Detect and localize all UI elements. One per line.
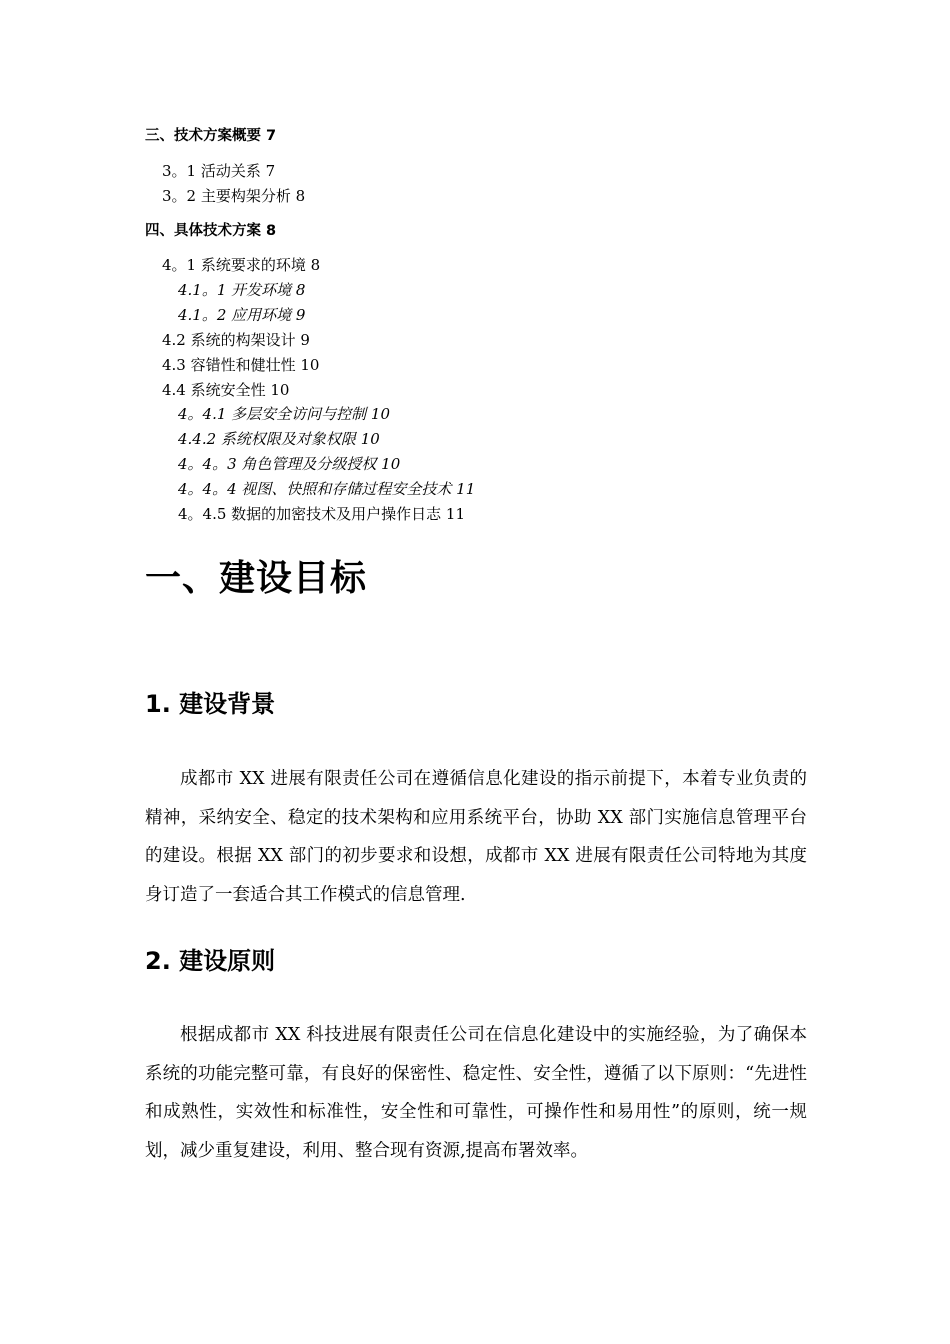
toc-entry-4-3[interactable]: 4.3 容错性和健壮性 10 bbox=[162, 356, 320, 374]
toc-entry-4-4-1[interactable]: 4。4.1 多层安全访问与控制 10 bbox=[178, 405, 391, 423]
toc-entry-4-2[interactable]: 4.2 系统的构架设计 9 bbox=[162, 331, 310, 349]
toc-entry-chapter-3[interactable]: 三、技术方案概要 7 bbox=[145, 128, 277, 144]
toc-entry-4-4-3[interactable]: 4。4。3 角色管理及分级授权 10 bbox=[178, 455, 401, 473]
toc-entry-4-1[interactable]: 4。1 系统要求的环境 8 bbox=[162, 256, 321, 274]
toc-entry-4-1-2[interactable]: 4.1。2 应用环境 9 bbox=[178, 306, 306, 324]
toc-entry-4-4-4[interactable]: 4。4。4 视图、快照和存储过程安全技术 11 bbox=[178, 480, 476, 498]
section-1-title: 1. 建设背景 bbox=[145, 690, 276, 718]
toc-entry-chapter-4[interactable]: 四、具体技术方案 8 bbox=[145, 223, 277, 239]
toc-entry-3-2[interactable]: 3。2 主要构架分析 8 bbox=[162, 187, 306, 205]
toc-entry-4-1-1[interactable]: 4.1。1 开发环境 8 bbox=[178, 281, 306, 299]
toc-entry-4-4-2[interactable]: 4.4.2 系统权限及对象权限 10 bbox=[178, 430, 380, 448]
section-2-title: 2. 建设原则 bbox=[145, 947, 276, 975]
toc-entry-3-1[interactable]: 3。1 活动关系 7 bbox=[162, 162, 276, 180]
chapter-heading: 一、建设目标 bbox=[145, 558, 368, 599]
toc-entry-4-4-5[interactable]: 4。4.5 数据的加密技术及用户操作日志 11 bbox=[178, 505, 466, 523]
toc-entry-4-4[interactable]: 4.4 系统安全性 10 bbox=[162, 381, 290, 399]
section-2-body: 根据成都市 XX 科技进展有限责任公司在信息化建设中的实施经验，为了确保本系统的功能完整可靠，有良好的保密性、稳定性、安全性，遵循了以下原则：“先进性和成熟性，实效性和标准性，安全性和可靠性，可操作性和易用性”的原则，统一规划，减少重复建设，利用、整合现有资源,提高布署效率。 bbox=[145, 1025, 807, 1161]
section-1-body: 成都市 XX 进展有限责任公司在遵循信息化建设的指示前提下，本着专业负责的精神，采纳安全、稳定的技术架构和应用系统平台，协助 XX 部门实施信息管理平台的建设。根据 XX 部门的初步要求和设想，成都市 XX 进展有限责任公司特地为其度身订造了一套适合其工作模式的信息管理. bbox=[145, 769, 807, 905]
